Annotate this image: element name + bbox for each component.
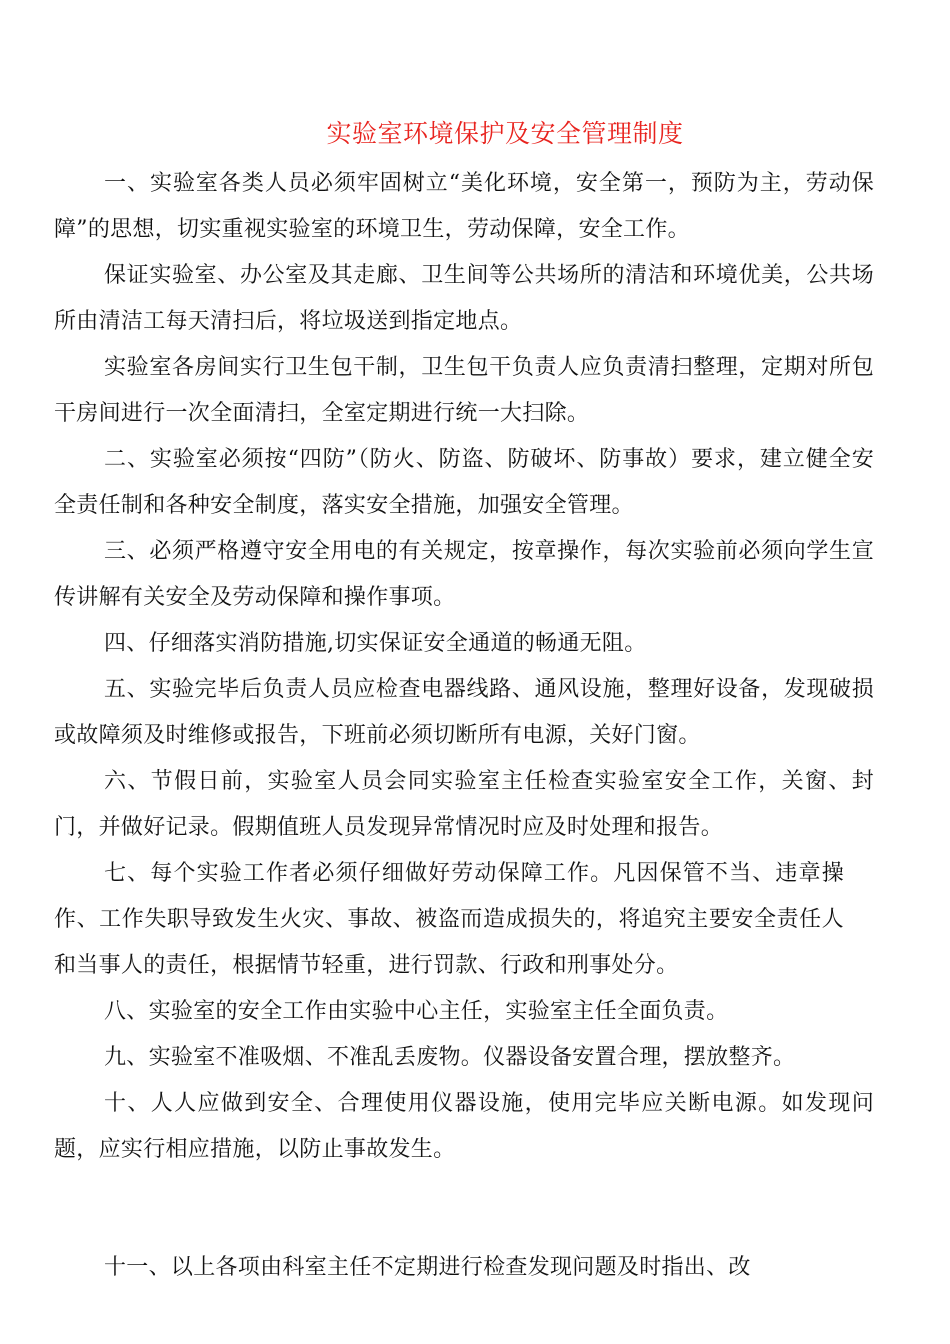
document-title: 实验室环境保护及安全管理制度 xyxy=(326,119,684,148)
paragraph-7: 五、实验完毕后负责人员应检查电器线路、通风设施，整理好设备，发现破损或故障须及时维修或报告，下班前必须切断所有电源，关好门窗。 xyxy=(54,677,874,748)
paragraph-12: 十、人人应做到安全、合理使用仪器设施，使用完毕应关断电源。如发现问题，应实行相应措施，以防止事故发生。 xyxy=(54,1091,874,1162)
paragraph-11: 九、实验室不准吸烟、不准乱丢废物。仪器设备安置合理，摆放整齐。 xyxy=(104,1045,796,1070)
paragraph-9: 七、每个实验工作者必须仔细做好劳动保障工作。凡因保管不当、违章操作、工作失职导致发生火灾、事故、被盗而造成损失的，将追究主要安全责任人和当事人的责任，根据情节轻重，进行罚款、行政和刑事处分。 xyxy=(54,861,844,978)
paragraph-5: 三、必须严格遵守安全用电的有关规定，按章操作，每次实验前必须向学生宣传讲解有关安全及劳动保障和操作事项。 xyxy=(54,539,874,610)
paragraph-1: 一、实验室各类人员必须牢固树立“美化环境，安全第一，预防为主，劳动保障”的思想，切实重视实验室的环境卫生，劳动保障，安全工作。 xyxy=(54,171,874,242)
paragraph-13: 十一、以上各项由科室主任不定期进行检查发现问题及时指出、改 xyxy=(104,1255,751,1280)
paragraph-4: 二、实验室必须按“四防”（防火、防盗、防破坏、防事故）要求，建立健全安全责任制和各种安全制度，落实安全措施，加强安全管理。 xyxy=(54,447,874,518)
paragraph-10: 八、实验室的安全工作由实验中心主任，实验室主任全面负责。 xyxy=(104,999,729,1024)
paragraph-3: 实验室各房间实行卫生包干制，卫生包干负责人应负责清扫整理，定期对所包干房间进行一次全面清扫，全室定期进行统一大扫除。 xyxy=(54,355,874,426)
paragraph-8: 六、节假日前，实验室人员会同实验室主任检查实验室安全工作，关窗、封门，并做好记录。假期值班人员发现异常情况时应及时处理和报告。 xyxy=(54,769,874,840)
paragraph-2: 保证实验室、办公室及其走廊、卫生间等公共场所的清洁和环境优美，公共场所由清洁工每天清扫后，将垃圾送到指定地点。 xyxy=(54,263,874,334)
paragraph-6: 四、仔细落实消防措施,切实保证安全通道的畅通无阻。 xyxy=(104,631,647,656)
